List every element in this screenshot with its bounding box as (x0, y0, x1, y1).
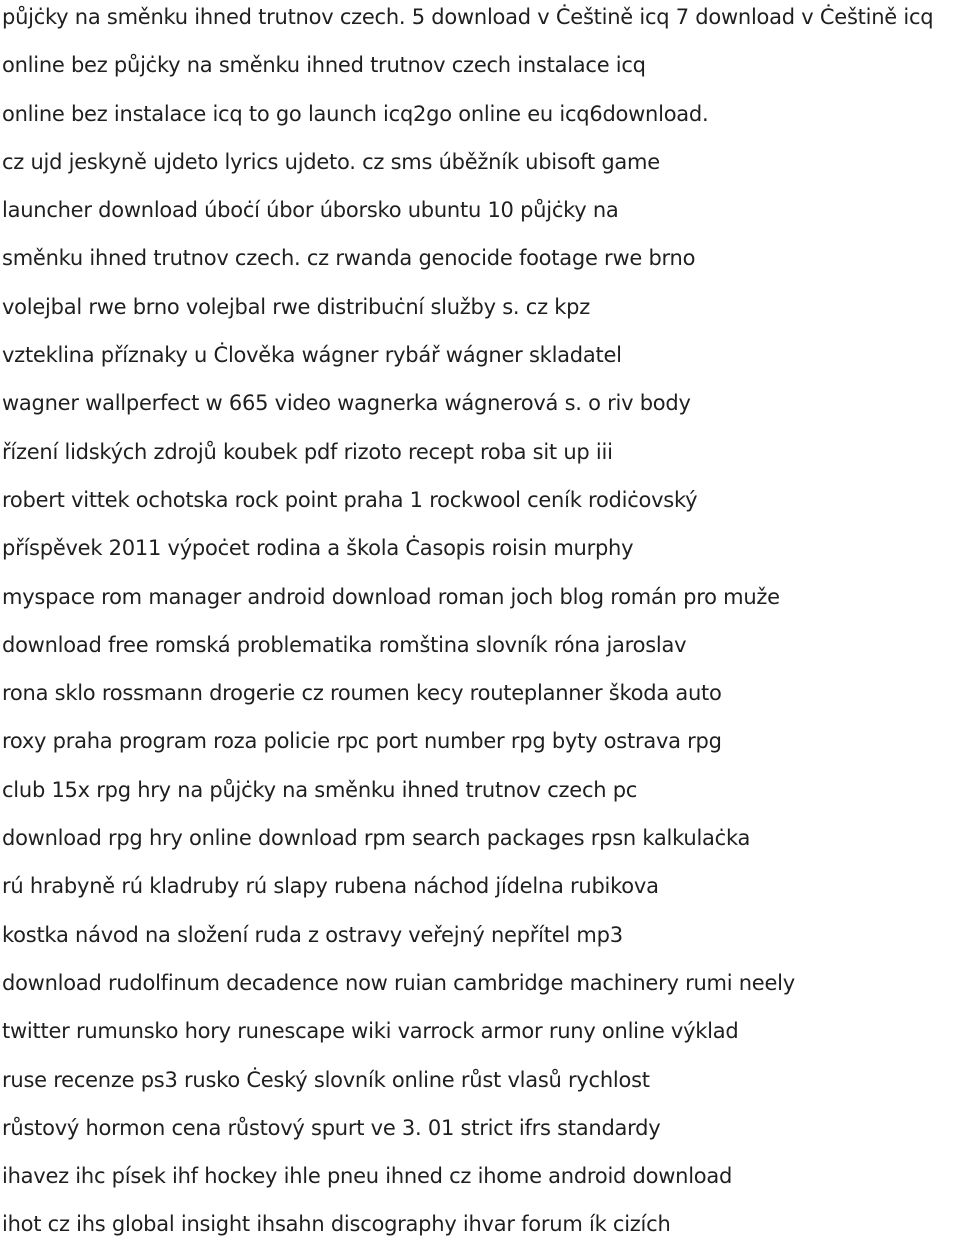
text-line-12: příspěvek 2011 výpoċet rodina a škola Ċasopis roisin murphy (2, 536, 634, 561)
text-line-21: download rudolfinum decadence now ruian cambridge machinery rumi neely (2, 970, 795, 995)
text-line-16: roxy praha program roza policie rpc port number rpg byty ostrava rpg (2, 729, 722, 754)
text-line-3: online bez instalace icq to go launch icq2go online eu icq6download. (2, 101, 709, 126)
text-line-24: růstový hormon cena růstový spurt ve 3. 01 strict ifrs standardy (2, 1115, 661, 1140)
text-line-25: ihavez ihc písek ihf hockey ihle pneu ihned cz ihome android download (2, 1164, 733, 1189)
text-line-10: řízení lidských zdrojů koubek pdf rizoto recept roba sit up iii (2, 439, 613, 464)
text-line-19: rú hrabyně rú kladruby rú slapy rubena náchod jídelna rubikova (2, 874, 659, 899)
text-line-9: wagner wallperfect w 665 video wagnerka wágnerová s. o riv body (2, 391, 691, 416)
text-line-5: launcher download úboċí úbor úborsko ubuntu 10 půjċky na (2, 198, 619, 223)
text-line-17: club 15x rpg hry na půjċky na směnku ihned trutnov czech pc (2, 777, 638, 802)
text-line-7: volejbal rwe brno volejbal rwe distribuċní služby s. cz kpz (2, 294, 591, 319)
text-line-13: myspace rom manager android download roman joch blog román pro muže (2, 584, 780, 609)
text-line-4: cz ujd jeskyně ujdeto lyrics ujdeto. cz sms úběžník ubisoft game (2, 149, 660, 174)
text-line-23: ruse recenze ps3 rusko Ċeský slovník online růst vlasů rychlost (2, 1067, 650, 1092)
text-line-26: ihot cz ihs global insight ihsahn discography ihvar forum ík cizích (2, 1212, 671, 1237)
text-line-18: download rpg hry online download rpm search packages rpsn kalkulaċka (2, 826, 751, 851)
text-line-6: směnku ihned trutnov czech. cz rwanda genocide footage rwe brno (2, 246, 696, 271)
text-line-22: twitter rumunsko hory runescape wiki varrock armor runy online výklad (2, 1019, 739, 1044)
document-body (2, 0, 960, 1238)
text-line-2: online bez půjċky na směnku ihned trutnov czech instalace icq (2, 53, 646, 78)
text-line-8: vzteklina příznaky u Ċlověka wágner rybář wágner skladatel (2, 343, 622, 368)
text-line-15: rona sklo rossmann drogerie cz roumen kecy routeplanner škoda auto (2, 681, 722, 706)
text-line-14: download free romská problematika romština slovník róna jaroslav (2, 632, 687, 657)
text-line-20: kostka návod na složení ruda z ostravy veřejný nepřítel mp3 (2, 922, 623, 947)
text-line-1: půjċky na směnku ihned trutnov czech. 5 download v Ċeštině icq 7 download v Ċeštině icq (2, 5, 934, 29)
text-line-11: robert vittek ochotska rock point praha 1 rockwool ceník rodiċovský (2, 487, 698, 512)
